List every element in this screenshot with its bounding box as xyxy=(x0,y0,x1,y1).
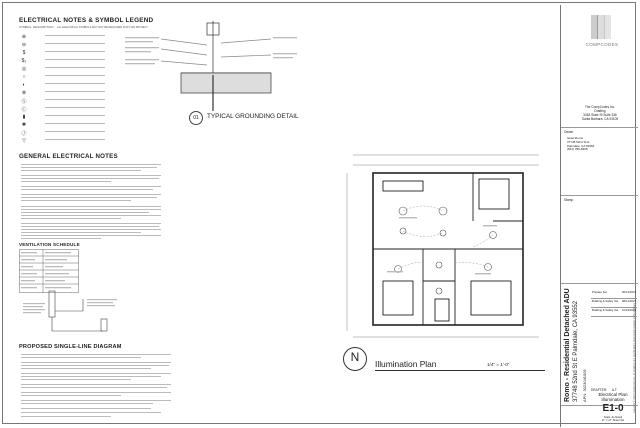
revision-date: 06/14/2023 xyxy=(622,290,636,294)
project-apn: APN: 3023041005 xyxy=(582,369,587,402)
wall-light-symbol: ◐ xyxy=(22,82,26,88)
three-way-switch-symbol: $₃ xyxy=(21,58,27,64)
ventilation-title: VENTILATION SCHEDULE xyxy=(19,242,80,247)
sheet-number: E1-0 xyxy=(602,403,624,414)
title-block xyxy=(560,5,638,427)
legend-col-description: DESCRIPTION xyxy=(33,25,54,29)
junction-box-symbol: Ⓙ xyxy=(21,131,27,137)
address-line: Drafting xyxy=(594,109,606,113)
address-line: Santa Barbara, CA 93105 xyxy=(581,117,619,121)
north-label: N xyxy=(350,350,360,364)
address-line: The CompCodes Inc. xyxy=(584,105,616,109)
detail-label xyxy=(189,111,309,123)
client-line: Palmdale, CA 93552 xyxy=(567,143,595,148)
detail-title: TYPICAL GROUNDING DETAIL xyxy=(207,113,299,120)
client-block xyxy=(561,127,638,176)
client-label: Owner xyxy=(564,130,574,134)
revision-label: Prepare Set xyxy=(592,290,607,294)
logo-building-icon xyxy=(591,15,611,39)
client-line: 37748 52nd St E xyxy=(567,139,590,144)
revision-date: 08/14/2023 xyxy=(622,299,636,303)
co-detector-symbol: Ⓒ xyxy=(21,107,27,113)
detail-number: 01 xyxy=(189,111,203,125)
illumination-floor-plan xyxy=(343,151,543,341)
client-info xyxy=(567,137,594,152)
ventilation-table xyxy=(19,249,79,293)
revision-row xyxy=(591,290,637,299)
legend-col-symbol: SYMBOL xyxy=(19,25,32,29)
project-address: 37748 52nd St E Palmdale, CA 93552 xyxy=(573,300,579,402)
scale-note-line: Scale: As Noted xyxy=(603,416,623,419)
ceiling-light-symbol: ◎ xyxy=(21,66,27,72)
copyright-note: Copyright © 2023 CompCodes Inc. All drawings and specifications shall remain property of the architect. xyxy=(633,302,636,413)
firm-address xyxy=(565,105,635,127)
plan-title: Illumination Plan xyxy=(375,359,437,369)
print-note-line: 11" x 17" Sheet Set xyxy=(601,419,625,422)
sheet-title-line: Electrical Plan xyxy=(598,392,628,397)
panel-symbol: ▮ xyxy=(22,114,26,120)
revision-label: Building & Safety Set xyxy=(592,308,619,312)
project-title: Romo - Residential Detached ADU xyxy=(564,288,571,402)
revision-row xyxy=(591,299,637,308)
drafter-label: DRAFTER: xyxy=(591,388,607,392)
plan-title-underline xyxy=(375,370,545,371)
revision-row xyxy=(591,308,637,317)
legend-header-row xyxy=(19,25,148,30)
drawing-sheet xyxy=(2,2,636,424)
firm-logo xyxy=(581,15,621,51)
smoke-detector-symbol: Ⓢ xyxy=(21,99,27,105)
legend-col-note: ALL ELECTRICAL SYMBOLS MAY NOT BE REQUIRED FOR THIS PROJECT xyxy=(57,26,148,29)
scale-note xyxy=(590,416,636,422)
revision-label: Building & Safety Set xyxy=(592,299,619,303)
telephone-symbol: ▽ xyxy=(22,138,26,144)
single-line-title: PROPOSED SINGLE-LINE DIAGRAM xyxy=(19,344,122,350)
single-line-diagram xyxy=(23,289,133,337)
stamp-label: Stamp xyxy=(564,198,574,202)
revision-table xyxy=(591,290,637,330)
project-block xyxy=(561,283,638,406)
ceiling-fan-symbol: ✱ xyxy=(21,122,27,128)
sheet-title xyxy=(590,392,636,402)
client-line: (661) 789-8268 xyxy=(567,147,588,152)
client-line: Israel Romo xyxy=(567,136,584,140)
legend-title: ELECTRICAL NOTES & SYMBOL LEGEND xyxy=(19,17,154,24)
duplex-outlet-symbol: ⊕ xyxy=(21,34,27,40)
firm-name: COMPCODES xyxy=(585,42,619,47)
stamp-block xyxy=(561,195,638,284)
exhaust-fan-symbol: ⊗ xyxy=(21,90,27,96)
general-notes-title: GENERAL ELECTRICAL NOTES xyxy=(19,153,118,160)
switch-symbol: $ xyxy=(22,50,26,56)
address-line: 3463 State St Suite 336 xyxy=(583,113,617,117)
plan-scale: 1/4" = 1'-0" xyxy=(487,362,510,367)
recessed-light-symbol: ○ xyxy=(22,74,26,80)
sheet-title-line: Illumination xyxy=(601,397,625,402)
grounding-detail-drawing xyxy=(121,15,301,119)
north-arrow xyxy=(343,347,367,371)
drafter-value: A.T. xyxy=(611,388,618,392)
revision-date: 10/23/2023 xyxy=(622,308,636,312)
gfci-outlet-symbol: ⊖ xyxy=(21,42,27,48)
